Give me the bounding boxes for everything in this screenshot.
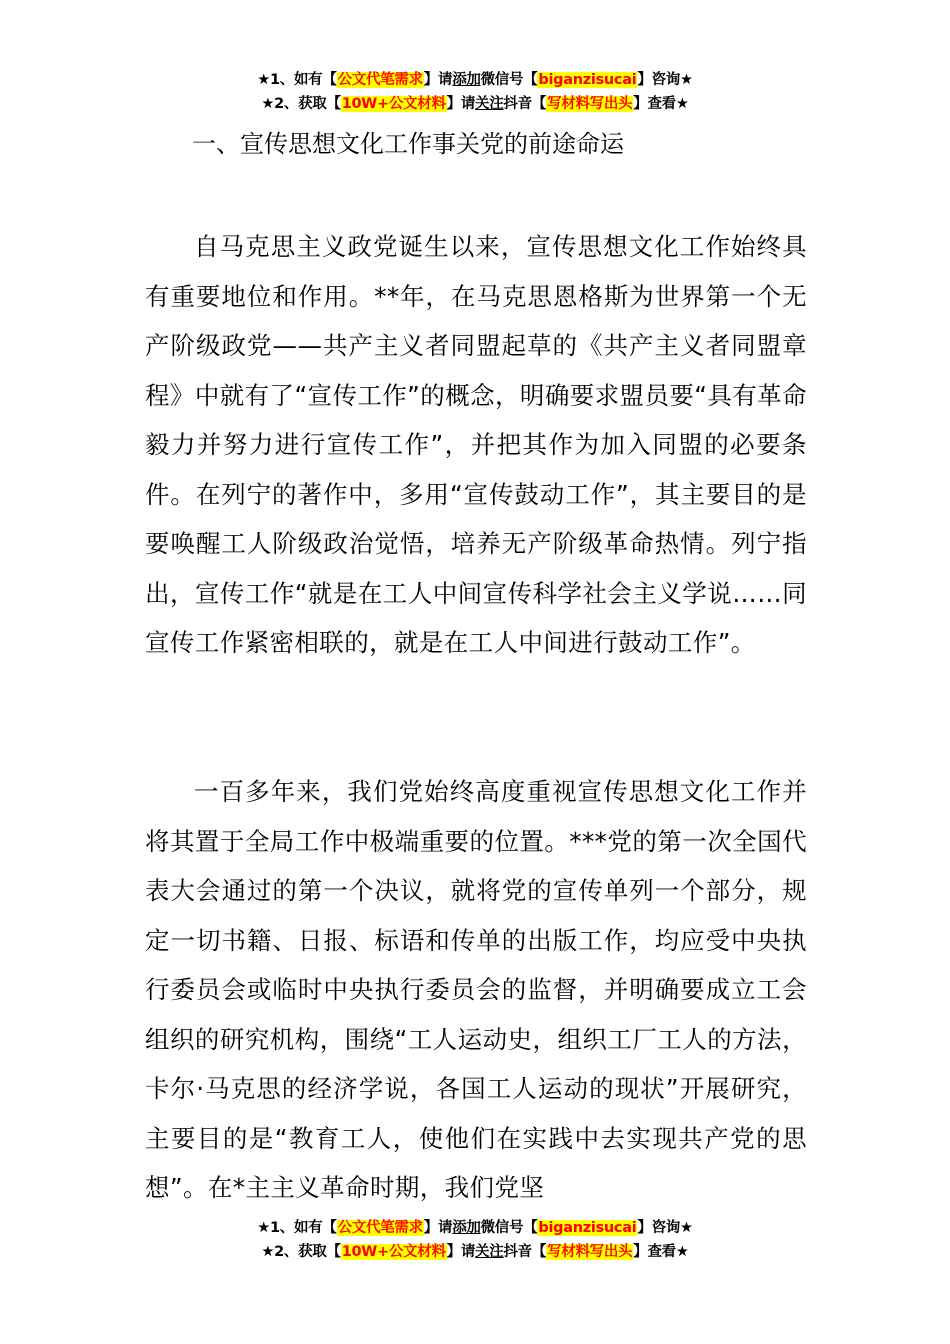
body-paragraph-1: 自马克思主义政党诞生以来，宣传思想文化工作始终具有重要地位和作用。**年，在马克思恩格斯为世界第一个无产阶级政党——共产主义者同盟起草的《共产主义者同盟章程》中就有了“宣传工作”的概念，明确要求盟员要“具有革命毅力并努力进行宣传工作”，并把其作为加入同盟的必要条件。在列宁的著作中，多用“宣传鼓动工作”，其主要目的是要唤醒工人阶级政治觉悟，培养无产阶级革命热情。列宁指出，宣传工作“就是在工人中间宣传科学社会主义学说……同宣传工作紧密相联的，就是在工人中间进行鼓动工作”。 — [145, 232, 807, 657]
banner-highlight: biganzisucai — [538, 1220, 637, 1236]
banner-underlined-text: 关注 — [475, 1244, 504, 1260]
banner-highlight: 10W+公文材料 — [341, 1244, 446, 1260]
banner-text: 】请 — [446, 96, 476, 112]
banner-underlined-text: 添加 — [452, 72, 481, 88]
banner-line-2 — [0, 1240, 950, 1264]
banner-text: 】查看★ — [633, 1244, 689, 1260]
banner-text: ★2、获取【 — [261, 96, 341, 112]
banner-text: 】咨询★ — [637, 1220, 693, 1236]
banner-text: 】请 — [423, 1220, 453, 1236]
header-banner — [0, 68, 950, 116]
banner-line-2 — [0, 92, 950, 116]
banner-highlight: 写材料写出头 — [547, 96, 633, 112]
banner-highlight: 10W+公文材料 — [341, 96, 446, 112]
body-paragraph-2: 一百多年来，我们党始终高度重视宣传思想文化工作并将其置于全局工作中极端重要的位置。***党的第一次全国代表大会通过的第一个决议，就将党的宣传单列一个部分，规定一切书籍、日报、标语和传单的出版工作，均应受中央执行委员会或临时中央执行委员会的监督，并明确要成立工会组织的研究机构，围绕“工人运动史，组织工厂工人的方法，卡尔·马克思的经济学说，各国工人运动的现状”开展研究，主要目的是“教育工人，使他们在实践中去实现共产党的思想”。在*主主义革命时期，我们党坚 — [145, 777, 807, 1202]
banner-text: 抖音【 — [503, 96, 547, 112]
banner-text: 】请 — [446, 1244, 476, 1260]
banner-text: 抖音【 — [503, 1244, 547, 1260]
banner-line-1 — [0, 68, 950, 92]
section-heading: 一、宣传思想文化工作事关党的前途命运 — [192, 130, 624, 158]
banner-text: 】咨询★ — [637, 72, 693, 88]
banner-highlight: biganzisucai — [538, 72, 637, 88]
banner-highlight: 公文代笔需求 — [337, 72, 423, 88]
banner-highlight: 公文代笔需求 — [337, 1220, 423, 1236]
banner-underlined-text: 关注 — [475, 96, 504, 112]
banner-text: ★2、获取【 — [261, 1244, 341, 1260]
footer-banner — [0, 1216, 950, 1264]
banner-text: 微信号【 — [480, 72, 538, 88]
banner-text: 微信号【 — [480, 1220, 538, 1236]
banner-text: ★1、如有【 — [257, 72, 337, 88]
banner-text: ★1、如有【 — [257, 1220, 337, 1236]
banner-text: 】请 — [423, 72, 453, 88]
banner-line-1 — [0, 1216, 950, 1240]
banner-highlight: 写材料写出头 — [547, 1244, 633, 1260]
banner-text: 】查看★ — [633, 96, 689, 112]
banner-underlined-text: 添加 — [452, 1220, 481, 1236]
